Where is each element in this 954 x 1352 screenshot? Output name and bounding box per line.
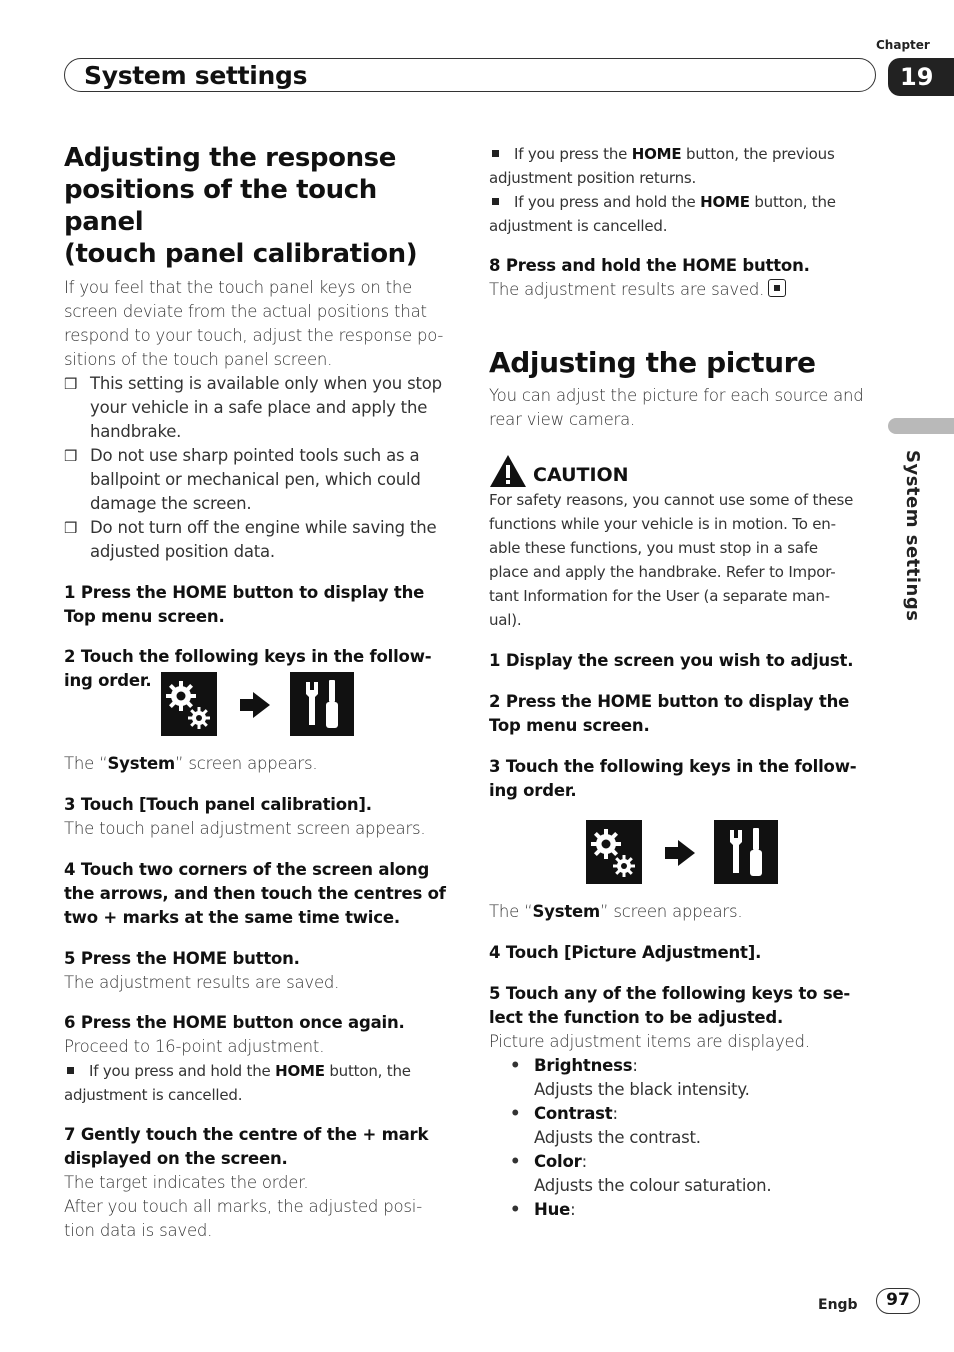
bullet-item	[64, 1059, 456, 1107]
text-line: two + marks at the same time twice.	[64, 908, 400, 927]
text-line: adjusted position data.	[90, 542, 275, 561]
note-item	[64, 516, 456, 564]
text-line: ual).	[489, 611, 522, 629]
text-line: ing order.	[64, 671, 152, 690]
note-item	[64, 372, 456, 444]
step-5: 5 Press the HOME button.	[64, 949, 300, 968]
adjust-item-contrast	[489, 1102, 881, 1126]
item-sep: :	[581, 1152, 587, 1171]
item-name: Contrast	[534, 1104, 613, 1123]
text-line: 4 Touch two corners of the screen along	[64, 860, 430, 879]
text-line: 1 Press the HOME button to display the	[64, 583, 425, 602]
chapter-number: 19	[888, 58, 954, 96]
bullet-square	[492, 198, 499, 205]
text-line: respond to your touch, adjust the response po-	[64, 326, 444, 345]
text-line: screen deviate from the actual positions that	[64, 302, 427, 321]
picture-step-1: 1 Display the screen you wish to adjust.	[489, 651, 854, 670]
caution-label: CAUTION	[533, 464, 629, 486]
side-tab-label: System settings	[902, 450, 923, 622]
step-3-result: The touch panel adjustment screen appears.	[64, 819, 426, 838]
bullet-dot: •	[510, 1056, 521, 1075]
text-line: functions while your vehicle is in motion. To en-	[489, 515, 836, 533]
note-marker: ❒	[64, 375, 78, 393]
bullet-dot: •	[510, 1200, 521, 1219]
text-line: tion data is saved.	[64, 1221, 213, 1240]
text-line: This setting is available only when you stop	[90, 374, 442, 393]
bullet-item	[489, 142, 881, 190]
gears-icon	[586, 820, 642, 884]
caution-icon	[489, 454, 527, 488]
adjust-item-color	[489, 1150, 881, 1174]
picture-intro	[489, 384, 881, 432]
arrow-right-icon	[663, 838, 697, 868]
text-line: Do not turn off the engine while saving the	[90, 518, 437, 537]
text-line: 7 Gently touch the centre of the + mark	[64, 1125, 429, 1144]
section-heading-picture: Adjusting the picture	[489, 346, 816, 379]
item-description: Adjusts the contrast.	[534, 1128, 701, 1147]
tools-icon	[714, 820, 778, 884]
text-line: lect the function to be adjusted.	[489, 1008, 784, 1027]
step-7-result	[64, 1171, 456, 1243]
item-name: Hue	[534, 1200, 571, 1219]
step-3: 3 Touch [Touch panel calibration].	[64, 795, 372, 814]
heading-line: positions of the touch panel	[64, 175, 377, 237]
text-line: rear view camera.	[489, 410, 636, 429]
home-word: HOME	[631, 145, 682, 163]
item-sep: :	[612, 1104, 618, 1123]
text-line: For safety reasons, you cannot use some of these	[489, 491, 854, 509]
intro-paragraph	[64, 276, 456, 372]
text-line: 2 Press the HOME button to display the	[489, 692, 850, 711]
text-line: After you touch all marks, the adjusted posi-	[64, 1197, 422, 1216]
system-word: System	[107, 754, 176, 773]
picture-step-3	[489, 755, 881, 803]
text-line: 3 Touch the following keys in the follow-	[489, 757, 857, 776]
step-5-result: The adjustment results are saved.	[64, 973, 340, 992]
gears-icon	[161, 672, 217, 736]
note-item	[64, 444, 456, 516]
picture-step-4: 4 Touch [Picture Adjustment].	[489, 943, 762, 962]
system-screen-appears	[64, 752, 456, 776]
text-line: Do not use sharp pointed tools such as a	[90, 446, 420, 465]
text-fragment: ” screen appears.	[600, 902, 743, 921]
text-line: adjustment is cancelled.	[489, 217, 668, 235]
bullet-square	[492, 150, 499, 157]
step-4	[64, 858, 456, 930]
text-line: The target indicates the order.	[64, 1173, 309, 1192]
text-line: handbrake.	[90, 422, 182, 441]
step-8: 8 Press and hold the HOME button.	[489, 256, 810, 275]
text-line: ing order.	[489, 781, 577, 800]
text-line: displayed on the screen.	[64, 1149, 288, 1168]
language-code: Engb	[818, 1297, 858, 1313]
text-fragment: button, the	[324, 1062, 411, 1080]
text-line: If you feel that the touch panel keys on the	[64, 278, 413, 297]
note-marker: ❒	[64, 519, 78, 537]
text-line: sitions of the touch panel screen.	[64, 350, 333, 369]
bullet-dot: •	[510, 1152, 521, 1171]
home-word: HOME	[700, 193, 750, 211]
text-line: able these functions, you must stop in a safe	[489, 539, 818, 557]
heading-line: Adjusting the response	[64, 143, 396, 173]
picture-step-5	[489, 982, 881, 1030]
tools-icon	[290, 672, 354, 736]
section-heading-calibration	[64, 142, 456, 270]
step-2	[64, 645, 456, 693]
left-column	[64, 142, 456, 693]
text-line: You can adjust the picture for each source and	[489, 386, 864, 405]
item-description: Adjusts the colour saturation.	[534, 1176, 772, 1195]
text-line: damage the screen.	[90, 494, 252, 513]
bullet-square	[67, 1067, 74, 1074]
step-6-result: Proceed to 16-point adjustment.	[64, 1037, 325, 1056]
step-7	[64, 1123, 456, 1171]
chapter-label: Chapter	[876, 38, 930, 52]
item-name: Brightness	[534, 1056, 633, 1075]
step-1	[64, 581, 456, 629]
system-word: System	[532, 902, 601, 921]
text-line: Top menu screen.	[64, 607, 225, 626]
text-line: place and apply the handbrake. Refer to Impor-	[489, 563, 836, 581]
adjust-item-brightness	[489, 1054, 881, 1078]
heading-line: (touch panel calibration)	[64, 239, 418, 269]
text-line: Top menu screen.	[489, 716, 650, 735]
system-screen-appears	[489, 900, 881, 924]
section-title: System settings	[84, 61, 308, 90]
text-line: your vehicle in a safe place and apply the	[90, 398, 428, 417]
text-fragment: ” screen appears.	[175, 754, 318, 773]
stop-icon	[768, 279, 786, 297]
text-line: adjustment is cancelled.	[64, 1086, 243, 1104]
side-tab-marker	[888, 418, 954, 434]
item-sep: :	[570, 1200, 576, 1219]
item-sep: :	[632, 1056, 638, 1075]
text-line: adjustment position returns.	[489, 169, 697, 187]
text-fragment: If you press and hold the	[514, 193, 701, 211]
arrow-right-icon	[238, 690, 272, 720]
text-line: 5 Touch any of the following keys to se-	[489, 984, 851, 1003]
caution-header	[489, 454, 881, 488]
item-name: Color	[534, 1152, 582, 1171]
step-8-result	[489, 278, 881, 302]
home-word: HOME	[275, 1062, 325, 1080]
text-line: the arrows, and then touch the centres of	[64, 884, 446, 903]
text-fragment: If you press the	[514, 145, 632, 163]
left-column-lower	[64, 752, 456, 1243]
picture-step-5-result: Picture adjustment items are displayed.	[489, 1032, 810, 1051]
text-line: ballpoint or mechanical pen, which could	[90, 470, 421, 489]
step-6: 6 Press the HOME button once again.	[64, 1013, 405, 1032]
page-number: 97	[876, 1288, 920, 1314]
text-line: tant Information for the User (a separate man-	[489, 587, 830, 605]
picture-step-2	[489, 690, 881, 738]
item-description: Adjusts the black intensity.	[534, 1080, 750, 1099]
text-fragment: button, the previous	[681, 145, 835, 163]
bullet-dot: •	[510, 1104, 521, 1123]
bullet-item	[489, 190, 881, 238]
text-fragment: The “	[64, 754, 108, 773]
text-fragment: The adjustment results are saved.	[489, 280, 765, 299]
caution-text	[489, 488, 881, 632]
text-fragment: The “	[489, 902, 533, 921]
text-fragment: If you press and hold the	[89, 1062, 276, 1080]
note-marker: ❒	[64, 447, 78, 465]
adjust-item-hue	[489, 1198, 881, 1222]
right-column-lower	[489, 900, 881, 1222]
text-fragment: button, the	[749, 193, 836, 211]
text-line: 2 Touch the following keys in the follow-	[64, 647, 432, 666]
right-column	[489, 142, 881, 803]
